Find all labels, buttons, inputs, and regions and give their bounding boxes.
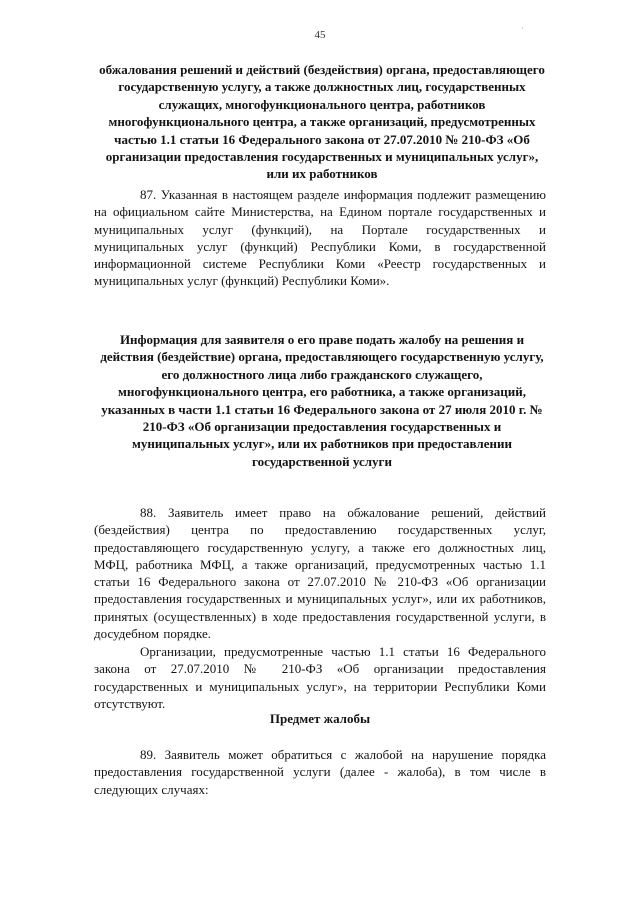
page-number: 45 bbox=[314, 29, 326, 41]
paragraph-89: 89. Заявитель может обратиться с жалобой на нарушение порядка предоставления государственной услуги (далее - жалоба), в том числе в следующих случаях: bbox=[94, 747, 546, 797]
paragraph-organizations: Организации, предусмотренные частью 1.1 статьи 16 Федерального закона от 27.07.2010 № 210-ФЗ «Об организации предоставления государственных и муниципальных услуг», на территории Республики Коми отсутствуют. bbox=[94, 644, 546, 711]
paragraph-87: 87. Указанная в настоящем разделе информация подлежит размещению на официальном сайте Министерства, на Едином портале государственных и муниципальных услуг (функций), на Портале государственных и муниципальных услуг (функций) Республики Коми, в государственной информационной системе Республики Коми «Реестр государственных и муниципальных услуг (функций) Республики Коми». bbox=[94, 187, 546, 289]
section-heading-appeal: обжалования решений и действий (бездействия) органа, предоставляющего государственную услугу, а также должностных лиц, государственных служащих, многофункционального центра, работников многофункционального центра, а также организаций, предусмотренных частью 1.1 статьи 16 Федерального закона от 27.07.2010 № 210-ФЗ «Об организации предоставления государственных и муниципальных услуг», или их работников bbox=[99, 62, 545, 182]
section-heading-complaint-subject: Предмет жалобы bbox=[269, 711, 371, 726]
paragraph-88: 88. Заявитель имеет право на обжалование решений, действий (бездействия) центра по предоставлению государственных услуг, предоставляющего государственную услугу, а также его должностных лиц, МФЦ, работника МФЦ, а также организаций, предусмотренных частью 1.1 статьи 16 Федерального закона от 27.07.2010 № 210-ФЗ «Об организации предоставления государственных и муниципальных услуг», или их работников, принятых (осуществленных) в ходе предоставления государственной услуги, в досудебном порядке. bbox=[94, 505, 546, 642]
scan-speck: · bbox=[521, 24, 524, 33]
section-heading-applicant-info: Информация для заявителя о его праве подать жалобу на решения и действия (бездействие) органа, предоставляющего государственную услугу, его должностного лица либо гражданского служащего, многофункционального центра, его работника, а также организаций, указанных в части 1.1 статьи 16 Федерального закона от 27 июля 2010 г. № 210-ФЗ «Об организации предоставления государственных и муниципальных услуг», или их работников при предоставлении государственной услуги bbox=[100, 332, 544, 469]
